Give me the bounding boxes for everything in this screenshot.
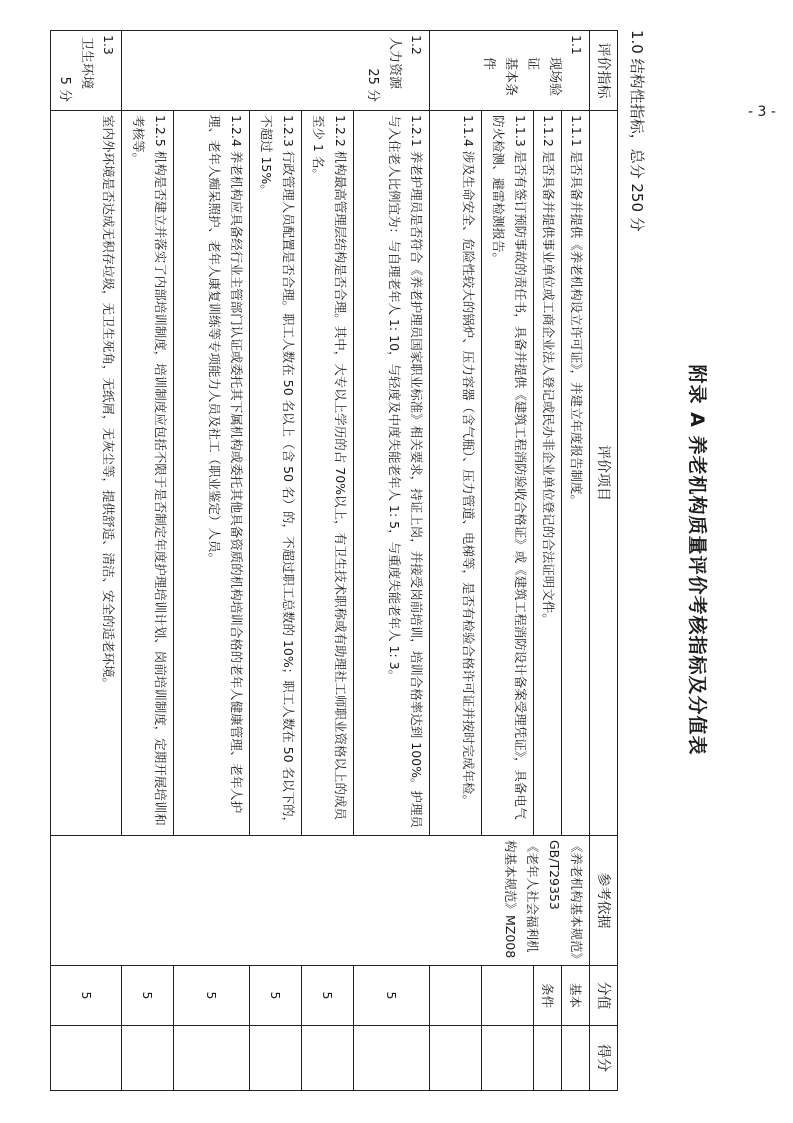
gain-cell bbox=[122, 1026, 174, 1091]
score-cell: 5 bbox=[122, 966, 174, 1026]
item-cell: 1.1.3 是否有签订预防事故的责任书，具备并提供《建筑工程消防验收合格证》或《建筑工程消防设计备案受理凭证》，具备电气防火检测、避雷检测报告。 bbox=[482, 111, 534, 836]
header-gain: 得分 bbox=[590, 1026, 618, 1091]
indicator-cell-1-3 bbox=[51, 31, 122, 111]
item-cell: 室内外环境是否达成无积存垃圾，无卫生死角，无纸屑，无灰尘等，提供舒适、清洁、安全的适老环境。 bbox=[51, 111, 122, 836]
table-header-row bbox=[590, 31, 618, 1091]
score-cell bbox=[430, 966, 482, 1026]
indicator-number: 1.3 bbox=[101, 35, 116, 55]
page-number: - 3 - bbox=[748, 104, 776, 120]
indicator-number: 1.2 bbox=[409, 35, 424, 55]
score-cell: 5 bbox=[51, 966, 122, 1026]
item-cell: 1.2.2 机构最高管理层结构是否合理。其中，大专以上学历的占 70%以上，有卫生技术职称或有助理社工师职业资格以上的成员至少 1 名。 bbox=[302, 111, 354, 836]
item-cell: 1.1.1 是否具备并提供《养老机构设立许可证》，并建立年度报告制度。 bbox=[562, 111, 590, 836]
indicator-score: 25 分 bbox=[365, 68, 380, 102]
item-cell: 1.2.1 养老护理员是否符合《养老护理员国家职业标准》相关要求，持证上岗，并接受岗前培训，培训合格率达到 100%。护理员与入住老人比例宜为：与自理老年人 1: 10，与轻度及中度失能老年人 1: 5，与重度失能老年人 1: 3。 bbox=[354, 111, 430, 836]
gain-cell bbox=[534, 1026, 562, 1091]
section-heading: 1.0 结构性指标，总分 250 分 bbox=[628, 30, 646, 232]
indicator-cell-1-2 bbox=[122, 31, 430, 111]
rotated-page bbox=[57, 30, 730, 1090]
indicator-name-2: 基本条件 bbox=[481, 57, 518, 97]
gain-cell bbox=[302, 1026, 354, 1091]
score-cell: 5 bbox=[354, 966, 430, 1026]
header-item: 评价项目 bbox=[590, 111, 618, 836]
gain-cell bbox=[562, 1026, 590, 1091]
score-cell: 5 bbox=[250, 966, 302, 1026]
indicator-name: 人力资源 bbox=[387, 37, 402, 90]
item-cell: 1.2.3 行政管理人员配置是否合理。职工人数在 50 名以上（含 50 名）的，不超过职工总数的 10%；职工人数在 50 名以下的，不超过 15%。 bbox=[250, 111, 302, 836]
indicator-cell-1-1 bbox=[430, 31, 590, 111]
header-score: 分值 bbox=[590, 966, 618, 1026]
header-indicator: 评价指标 bbox=[590, 31, 618, 111]
basis-line-1: 《养老机构基本规范》GB/T29353 bbox=[547, 840, 584, 959]
item-cell: 1.2.4 养老机构应具备经行业主管部门认证或委托其下属机构或委托其他具备资质的机构培训合格的老年人健康管理、老年人护理、老年人痴呆照护、老年人康复训练等专项能力人员及社工（职业鉴定）人员。 bbox=[174, 111, 250, 836]
evaluation-table bbox=[50, 30, 618, 1091]
item-cell: 1.1.2 是否具备并提供事业单位或工商企业法人登记或民办非企业单位登记的合法证明文件。 bbox=[534, 111, 562, 836]
item-cell: 1.2.5 机构是否建立并落实了内部培训制度，培训制度应包括不限于是否制定年度护理培训计划、岗前培训制度，定期开展培训和考核等。 bbox=[122, 111, 174, 836]
indicator-score: 5 分 bbox=[57, 76, 72, 102]
indicator-name: 卫生环境 bbox=[79, 37, 94, 90]
basis-line-2: 《老年人社会福利机构基本规范》MZ008 bbox=[503, 840, 540, 959]
item-cell: 1.1.4 涉及生命安全、危险性较大的锅炉、压力容器（含气瓶）、压力管道、电梯等，是否有检验合格许可证并按时完成年检。 bbox=[430, 111, 482, 836]
header-basis: 参考依据 bbox=[590, 836, 618, 966]
indicator-name: 现场验证 bbox=[525, 57, 562, 97]
gain-cell bbox=[354, 1026, 430, 1091]
gain-cell bbox=[51, 1026, 122, 1091]
table-row bbox=[562, 31, 590, 1091]
score-cell: 条件 bbox=[534, 966, 562, 1026]
basis-cell bbox=[51, 836, 590, 966]
gain-cell bbox=[250, 1026, 302, 1091]
score-cell bbox=[482, 966, 534, 1026]
score-cell: 基本 bbox=[562, 966, 590, 1026]
score-cell: 5 bbox=[174, 966, 250, 1026]
gain-cell bbox=[174, 1026, 250, 1091]
document-title: 附录 A 养老机构质量评价考核指标及分值表 bbox=[686, 364, 708, 756]
gain-cell bbox=[430, 1026, 482, 1091]
gain-cell bbox=[482, 1026, 534, 1091]
score-cell: 5 bbox=[302, 966, 354, 1026]
indicator-number: 1.1 bbox=[569, 35, 584, 55]
